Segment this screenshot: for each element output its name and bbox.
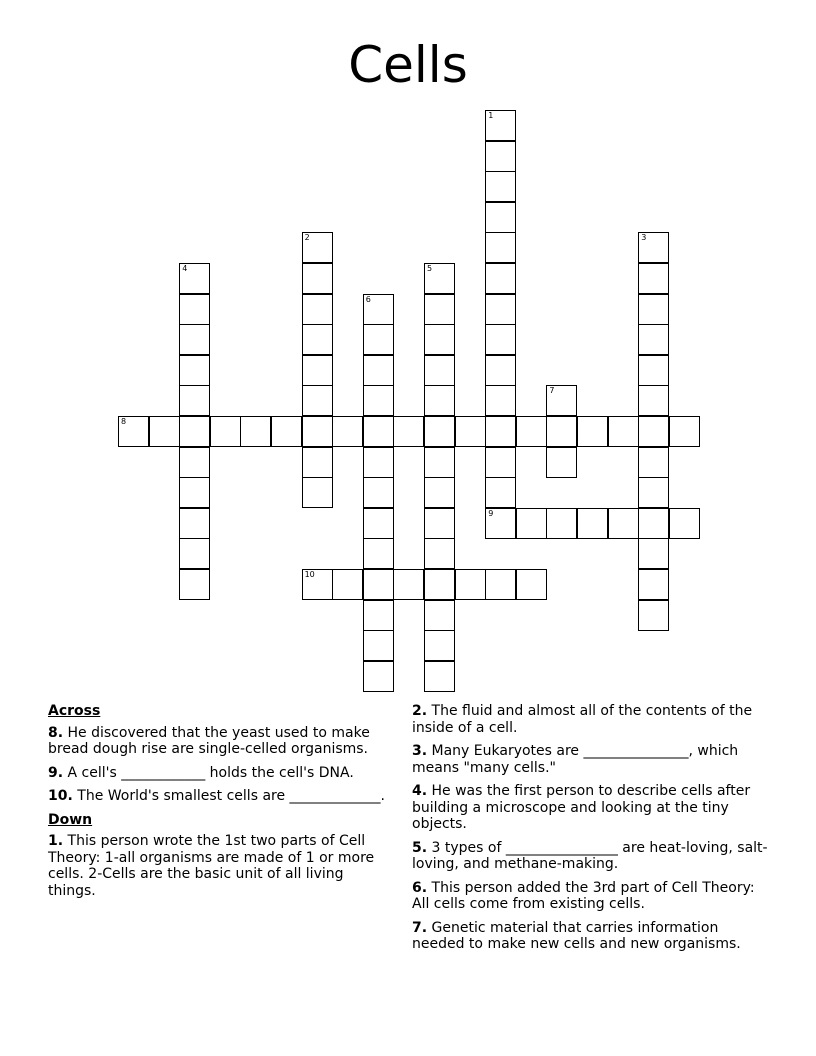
- grid-cell[interactable]: [424, 630, 455, 661]
- clue-number: 8.: [48, 724, 64, 741]
- clue-number-label: 6: [365, 294, 371, 304]
- grid-cell[interactable]: [149, 416, 180, 447]
- grid-cell[interactable]: [363, 661, 394, 692]
- across-heading: Across: [48, 703, 101, 719]
- grid-cell[interactable]: [363, 477, 394, 508]
- grid-cell[interactable]: [302, 324, 333, 355]
- grid-cell[interactable]: [424, 355, 455, 386]
- grid-cell[interactable]: [424, 538, 455, 569]
- grid-cell[interactable]: [638, 508, 669, 539]
- grid-cell[interactable]: [363, 508, 394, 539]
- clue-across-9: [48, 765, 393, 782]
- grid-cell[interactable]: [332, 416, 363, 447]
- grid-cell[interactable]: [363, 447, 394, 478]
- grid-cell[interactable]: [485, 202, 516, 233]
- grid-cell[interactable]: [669, 416, 700, 447]
- grid-cell[interactable]: [302, 477, 333, 508]
- grid-cell[interactable]: [424, 508, 455, 539]
- grid-cell[interactable]: [638, 447, 669, 478]
- grid-cell[interactable]: [546, 447, 577, 478]
- grid-cell[interactable]: [485, 110, 516, 141]
- grid-cell[interactable]: [485, 324, 516, 355]
- clue-number-label: 4: [182, 264, 188, 273]
- grid-cell[interactable]: [302, 294, 333, 325]
- grid-cell[interactable]: [179, 538, 210, 569]
- clue-number: 5.: [412, 839, 428, 856]
- grid-cell[interactable]: [485, 385, 516, 416]
- grid-cell[interactable]: [363, 630, 394, 661]
- grid-cell[interactable]: [363, 355, 394, 386]
- grid-cell[interactable]: [302, 416, 333, 447]
- grid-cell[interactable]: [485, 232, 516, 263]
- grid-cell[interactable]: [271, 416, 302, 447]
- grid-cell[interactable]: [302, 385, 333, 416]
- grid-cell[interactable]: [332, 569, 363, 600]
- grid-cell[interactable]: [608, 508, 639, 539]
- clues-right-column: [412, 703, 772, 960]
- grid-cell[interactable]: [516, 416, 547, 447]
- grid-cell[interactable]: [546, 385, 577, 416]
- grid-cell[interactable]: [302, 263, 333, 294]
- clue-across-8: [48, 725, 393, 758]
- clue-text: A cell's ____________ holds the cell's DNA.: [67, 764, 354, 781]
- clue-down-1: [48, 833, 393, 899]
- grid-cell[interactable]: [424, 324, 455, 355]
- clue-number-label: 10: [304, 570, 315, 579]
- grid-cell[interactable]: [179, 324, 210, 355]
- grid-cell[interactable]: [424, 416, 455, 447]
- grid-cell[interactable]: [363, 416, 394, 447]
- grid-cell[interactable]: [577, 416, 608, 447]
- grid-cell[interactable]: [485, 141, 516, 172]
- grid-cell[interactable]: [179, 263, 210, 294]
- clue-number: 4.: [412, 783, 428, 799]
- clue-number-label: 1: [488, 111, 494, 120]
- grid-cell[interactable]: [638, 324, 669, 355]
- grid-cell[interactable]: [363, 324, 394, 355]
- grid-cell[interactable]: [363, 538, 394, 569]
- clue-down-2: [412, 703, 772, 736]
- grid-cell[interactable]: [455, 416, 486, 447]
- grid-cell[interactable]: [302, 569, 333, 600]
- clue-text: He was the first person to describe cells after building a microscope and looking at the tiny objects.: [412, 783, 751, 832]
- grid-cell[interactable]: [577, 508, 608, 539]
- grid-cell[interactable]: [638, 232, 669, 263]
- grid-cell[interactable]: [302, 355, 333, 386]
- grid-cell[interactable]: [546, 508, 577, 539]
- grid-cell[interactable]: [638, 538, 669, 569]
- clue-number: 7.: [412, 919, 428, 936]
- grid-cell[interactable]: [179, 355, 210, 386]
- grid-cell[interactable]: [302, 232, 333, 263]
- grid-cell[interactable]: [363, 385, 394, 416]
- grid-cell[interactable]: [118, 416, 149, 447]
- grid-cell[interactable]: [485, 508, 516, 539]
- grid-cell[interactable]: [424, 600, 455, 631]
- grid-cell[interactable]: [424, 569, 455, 600]
- grid-cell[interactable]: [363, 569, 394, 600]
- grid-cell[interactable]: [363, 600, 394, 631]
- clue-number-label: 9: [488, 508, 494, 518]
- clue-text: The fluid and almost all of the contents of the inside of a cell.: [412, 703, 753, 736]
- clue-down-4: [412, 783, 772, 833]
- grid-cell[interactable]: [669, 508, 700, 539]
- clue-number-label: 5: [427, 264, 433, 273]
- grid-cell[interactable]: [608, 416, 639, 447]
- clue-text: The World's smallest cells are _____________.: [77, 788, 385, 804]
- grid-cell[interactable]: [179, 416, 210, 447]
- grid-cell[interactable]: [638, 416, 669, 447]
- clue-text: He discovered that the yeast used to make bread dough rise are single-celled organisms.: [48, 724, 370, 757]
- clue-down-7: [412, 920, 772, 953]
- grid-cell[interactable]: [179, 569, 210, 600]
- clue-text: This person added the 3rd part of Cell Theory: All cells come from existing cells.: [412, 879, 755, 912]
- grid-cell[interactable]: [393, 569, 424, 600]
- grid-cell[interactable]: [179, 508, 210, 539]
- page-title: Cells: [348, 36, 468, 94]
- clue-number-label: 8: [121, 417, 127, 426]
- grid-cell[interactable]: [485, 477, 516, 508]
- grid-cell[interactable]: [638, 385, 669, 416]
- clue-text: Genetic material that carries information needed to make new cells and new organisms.: [412, 919, 741, 952]
- grid-cell[interactable]: [424, 263, 455, 294]
- clue-number-label: 2: [304, 233, 310, 243]
- grid-cell[interactable]: [485, 355, 516, 386]
- clue-number: 9.: [48, 764, 64, 781]
- grid-cell[interactable]: [179, 477, 210, 508]
- clue-down-3: [412, 743, 772, 776]
- grid-cell[interactable]: [424, 447, 455, 478]
- grid-cell[interactable]: [424, 294, 455, 325]
- clue-down-6: [412, 880, 772, 913]
- clue-number-label: 3: [641, 233, 647, 243]
- grid-cell[interactable]: [240, 416, 271, 447]
- grid-cell[interactable]: [546, 416, 577, 447]
- grid-cell[interactable]: [516, 508, 547, 539]
- clue-number: 10.: [48, 788, 73, 804]
- clue-number: 2.: [412, 703, 428, 719]
- clue-number: 6.: [412, 879, 428, 896]
- grid-cell[interactable]: [485, 171, 516, 202]
- grid-cell[interactable]: [179, 447, 210, 478]
- grid-cell[interactable]: [638, 477, 669, 508]
- grid-cell[interactable]: [210, 416, 241, 447]
- grid-cell[interactable]: [638, 294, 669, 325]
- grid-cell[interactable]: [516, 569, 547, 600]
- grid-cell[interactable]: [302, 447, 333, 478]
- down-heading: Down: [48, 811, 93, 828]
- clue-number: 1.: [48, 833, 64, 849]
- grid-cell[interactable]: [179, 385, 210, 416]
- grid-cell[interactable]: [485, 416, 516, 447]
- clue-across-10: [48, 788, 393, 805]
- grid-cell[interactable]: [485, 294, 516, 325]
- grid-cell[interactable]: [179, 294, 210, 325]
- clue-number: 3.: [412, 743, 428, 759]
- grid-cell[interactable]: [638, 355, 669, 386]
- clue-number-label: 7: [549, 386, 555, 396]
- grid-cell[interactable]: [455, 569, 486, 600]
- grid-cell[interactable]: [424, 661, 455, 692]
- grid-cell[interactable]: [485, 569, 516, 600]
- clue-text: This person wrote the 1st two parts of Cell Theory: 1-all organisms are made of 1 or more cells. 2-Cells are the basic unit of all living things.: [48, 833, 375, 899]
- grid-cell[interactable]: [485, 263, 516, 294]
- grid-cell[interactable]: [424, 477, 455, 508]
- grid-cell[interactable]: [638, 263, 669, 294]
- grid-cell[interactable]: [393, 416, 424, 447]
- clue-down-5: [412, 840, 772, 873]
- clues-left-column: [48, 703, 393, 906]
- grid-cell[interactable]: [363, 294, 394, 325]
- grid-cell[interactable]: [424, 385, 455, 416]
- clue-text: 3 types of ________________ are heat-loving, salt-loving, and methane-making.: [412, 839, 768, 872]
- grid-cell[interactable]: [638, 569, 669, 600]
- grid-cell[interactable]: [638, 600, 669, 631]
- grid-cell[interactable]: [485, 447, 516, 478]
- clue-text: Many Eukaryotes are _______________, which means "many cells.": [412, 743, 739, 776]
